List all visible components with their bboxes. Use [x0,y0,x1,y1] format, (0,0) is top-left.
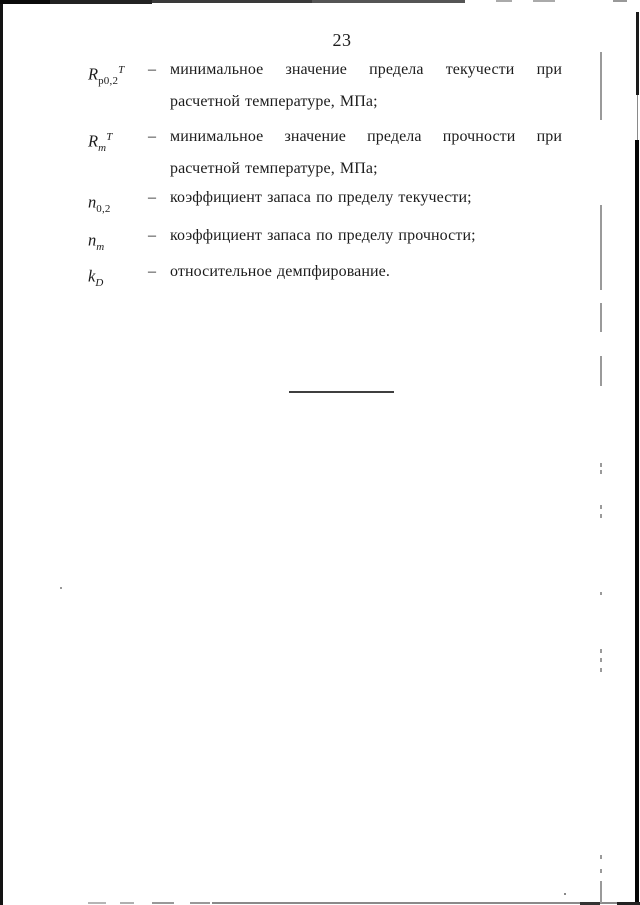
scan-fold-line [600,470,602,474]
symbol-sup: T [118,64,125,76]
scan-edge-top-dash [613,0,627,2]
scan-edge-bottom-dash [152,902,174,904]
scan-edge-right [635,140,639,905]
scan-edge-bottom-dash [88,902,106,904]
symbol-sub: 0,2 [96,202,111,215]
dash: – [148,128,156,145]
scan-fold-line [600,881,602,903]
separator-rule [289,391,394,393]
definition-text: минимальное значение предела прочности при расчетной температуре, МПа; [170,128,562,177]
symbol-base: R [88,131,99,151]
definition-text: относительное демпфирование. [170,263,390,280]
scan-edge-bottom-dash [190,902,210,904]
definition-text: коэффициент запаса по пределу прочности; [170,227,476,244]
symbol [88,121,112,164]
dash: – [148,263,156,280]
scan-fold-line [600,668,602,672]
symbol-base: R [88,64,99,84]
symbol-sup: T [106,131,113,143]
symbol [88,54,124,97]
scan-fold-line [600,205,602,290]
scan-fold-line [600,649,602,653]
scan-edge-bottom [212,902,640,904]
scan-edge-top [152,0,312,3]
dash: – [148,61,156,78]
scan-edge-top [0,0,50,4]
symbol-base: n [88,230,97,250]
symbol-sub: D [95,276,104,289]
scan-edge-top-dash [496,0,512,2]
symbol-base: n [88,192,97,212]
scan-fold-line [600,658,602,662]
scan-fold-line [600,855,602,859]
scan-fold-line [600,869,602,873]
scan-fold-line [600,514,602,518]
page-number: 23 [332,30,352,50]
scan-edge-right [637,95,638,140]
scan-edge-top [50,0,152,4]
symbol-sub: p0,2 [98,74,119,87]
scan-edge-left [0,0,3,905]
scan-fold-line [600,463,602,467]
scan-fold-line [600,505,602,509]
scan-edge-right [636,12,639,95]
scan-fold-line [600,592,602,595]
symbol-base: k [88,266,96,286]
dash: – [148,189,156,206]
symbol-sub: m [96,240,105,253]
scan-fold-line [600,356,602,386]
scan-fold-line [600,303,602,332]
symbol [88,256,103,299]
symbol [88,182,111,225]
definition-text: минимальное значение предела текучести при расчетной температуре, МПа; [170,61,562,110]
scan-edge-top [312,0,465,3]
scan-edge-top-dash [533,0,555,2]
scan-speck [564,893,566,895]
symbol-sub: m [98,141,107,154]
definition-text: коэффициент запаса по пределу текучести; [170,189,472,206]
scan-fold-line [600,52,602,120]
scan-speck [60,587,62,589]
dash: – [148,227,156,244]
scan-edge-bottom-dash [120,902,134,904]
